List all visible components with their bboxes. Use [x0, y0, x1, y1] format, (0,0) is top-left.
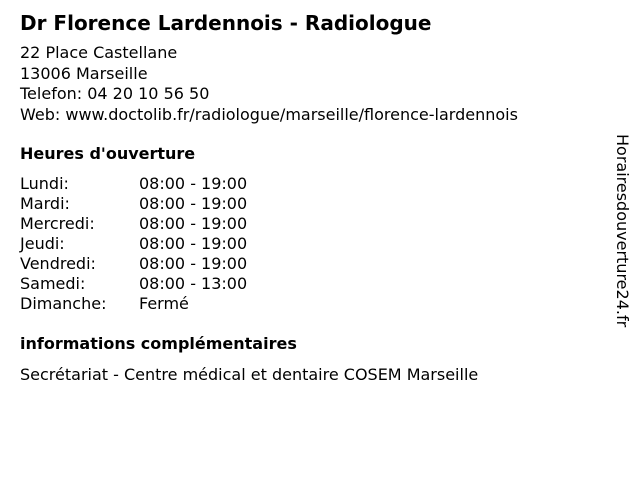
additional-info-heading: informations complémentaires [20, 334, 297, 353]
hours-row-wednesday [20, 214, 320, 234]
hours-row-monday [20, 174, 320, 194]
hours-row-tuesday [20, 194, 320, 214]
opening-hours-table [20, 174, 320, 314]
page-title: Dr Florence Lardennois - Radiologue [20, 11, 432, 35]
time-value: Fermé [139, 294, 189, 313]
day-label: Samedi: [20, 274, 86, 293]
day-label: Lundi: [20, 174, 69, 193]
site-watermark: Horairesdouverture24.fr [613, 134, 632, 328]
day-label: Jeudi: [20, 234, 65, 253]
day-label: Mardi: [20, 194, 70, 213]
opening-hours-heading: Heures d'ouverture [20, 144, 196, 163]
time-value: 08:00 - 19:00 [139, 174, 248, 193]
hours-row-thursday [20, 234, 320, 254]
time-value: 08:00 - 19:00 [139, 254, 248, 273]
phone-number: Telefon: 04 20 10 56 50 [20, 84, 210, 103]
website-link[interactable]: Web: www.doctolib.fr/radiologue/marseille/florence-lardennois [20, 104, 518, 124]
hours-row-friday [20, 254, 320, 274]
street-address: 22 Place Castellane [20, 43, 178, 62]
day-label: Vendredi: [20, 254, 96, 273]
hours-row-saturday [20, 274, 320, 294]
hours-row-sunday [20, 294, 320, 314]
day-label: Dimanche: [20, 294, 107, 313]
additional-info-text: Secrétariat - Centre médical et dentaire COSEM Marseille [20, 365, 479, 384]
city-address: 13006 Marseille [20, 63, 148, 83]
time-value: 08:00 - 19:00 [139, 214, 248, 233]
day-label: Mercredi: [20, 214, 95, 233]
contact-block [20, 43, 518, 125]
time-value: 08:00 - 13:00 [139, 274, 248, 293]
time-value: 08:00 - 19:00 [139, 234, 248, 253]
time-value: 08:00 - 19:00 [139, 194, 248, 213]
